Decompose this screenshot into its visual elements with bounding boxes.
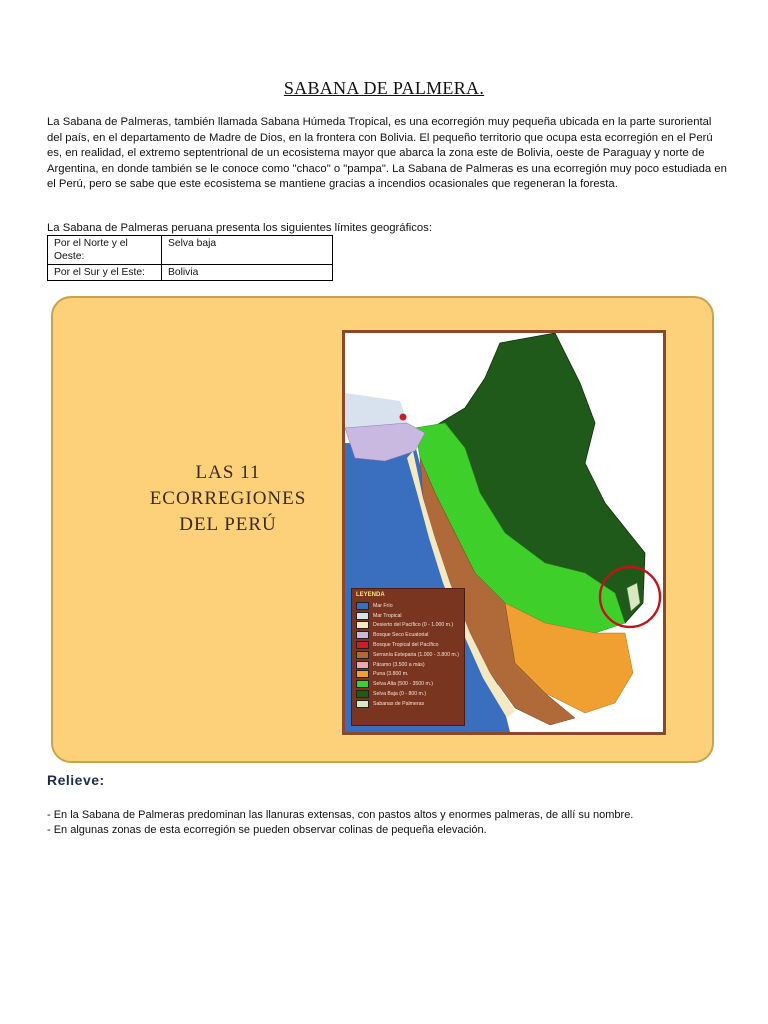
- legend-label: Desierto del Pacífico (0 - 1.000 m.): [373, 622, 454, 629]
- legend-item: [356, 640, 460, 650]
- intro-paragraph: La Sabana de Palmeras, también llamada Sabana Húmeda Tropical, es una ecorregión muy pequeña ubicada en la parte suroriental del país, en el departamento de Madre de Dios, en la frontera con Bolivia. El pequeño territorio que ocupa esta ecorregión en el Perú es, en realidad, el extremo septentrional de un ecosistema mayor que abarca la zona este de Bolivia, oeste de Paraguay y norte de Argentina, en donde también se le conoce como "chaco" o "pampa". La Sabana de Palmeras es una ecorregión muy poco estudiada en el Perú, pero se sabe que este ecosistema se mantiene gracias a incendios ocasionales que regeneran la foresta.: [47, 116, 727, 191]
- legend-swatch: [356, 661, 369, 669]
- legend-label: Puna (3.800 m.: [373, 671, 409, 678]
- legend-swatch: [356, 651, 369, 659]
- tropical-sea-area: [345, 393, 407, 428]
- bosque-tropical-region: [400, 414, 407, 421]
- legend-swatch: [356, 612, 369, 620]
- legend-swatch: [356, 621, 369, 629]
- legend-label: Mar Frío: [373, 602, 393, 609]
- peru-map: [342, 330, 666, 735]
- legend-swatch: [356, 680, 369, 688]
- legend-swatch: [356, 602, 369, 610]
- legend-item: [356, 679, 460, 689]
- legend-item: [356, 621, 460, 631]
- legend-heading: LEYENDA: [356, 592, 385, 598]
- map-legend: [351, 588, 465, 726]
- limit-value: Bolivia: [162, 265, 333, 281]
- legend-label: Selva Baja (0 - 800 m.): [373, 691, 427, 698]
- limits-intro: La Sabana de Palmeras peruana presenta los siguientes límites geográficos:: [47, 222, 432, 234]
- table-row: [48, 236, 333, 265]
- legend-label: Bosque Seco Ecuatorial: [373, 632, 429, 639]
- legend-item: [356, 650, 460, 660]
- legend-swatch: [356, 631, 369, 639]
- legend-item: [356, 699, 460, 709]
- legend-item: [356, 660, 460, 670]
- legend-item: [356, 611, 460, 621]
- legend-swatch: [356, 641, 369, 649]
- legend-label: Selva Alta (500 - 3500 m.): [373, 681, 433, 688]
- legend-item: [356, 670, 460, 680]
- legend-swatch: [356, 700, 369, 708]
- legend-label: Bosque Tropical del Pacífico: [373, 642, 439, 649]
- legend-item: [356, 689, 460, 699]
- legend-label: Páramo (3.500 a más): [373, 661, 425, 668]
- relieve-list: [47, 808, 737, 838]
- legend-label: Serranía Esteparia (1.000 - 3.800 m.): [373, 651, 459, 658]
- limit-value: Selva baja: [162, 236, 333, 265]
- limit-direction: Por el Norte y el Oeste:: [48, 236, 162, 265]
- legend-item: [356, 601, 460, 611]
- legend-item: [356, 630, 460, 640]
- ecoregions-figure: [51, 296, 714, 763]
- legend-swatch: [356, 670, 369, 678]
- list-item: - En la Sabana de Palmeras predominan las llanuras extensas, con pastos altos y enormes palmeras, de allí su nombre.: [47, 809, 634, 821]
- list-item: - En algunas zonas de esta ecorregión se pueden observar colinas de pequeña elevación.: [47, 824, 487, 836]
- figure-title-line: DEL PERÚ: [179, 514, 277, 535]
- document-title: SABANA DE PALMERA.: [283, 78, 485, 98]
- figure-title-line: LAS 11: [195, 462, 261, 483]
- legend-label: Mar Tropical: [373, 612, 402, 619]
- legend-label: Sabanas de Palmeras: [373, 700, 425, 707]
- relieve-heading: Relieve:: [47, 772, 105, 788]
- legend-swatch: [356, 690, 369, 698]
- limit-direction: Por el Sur y el Este:: [48, 265, 162, 281]
- figure-title-line: ECORREGIONES: [149, 488, 307, 509]
- limits-table: [47, 235, 333, 281]
- table-row: [48, 265, 333, 281]
